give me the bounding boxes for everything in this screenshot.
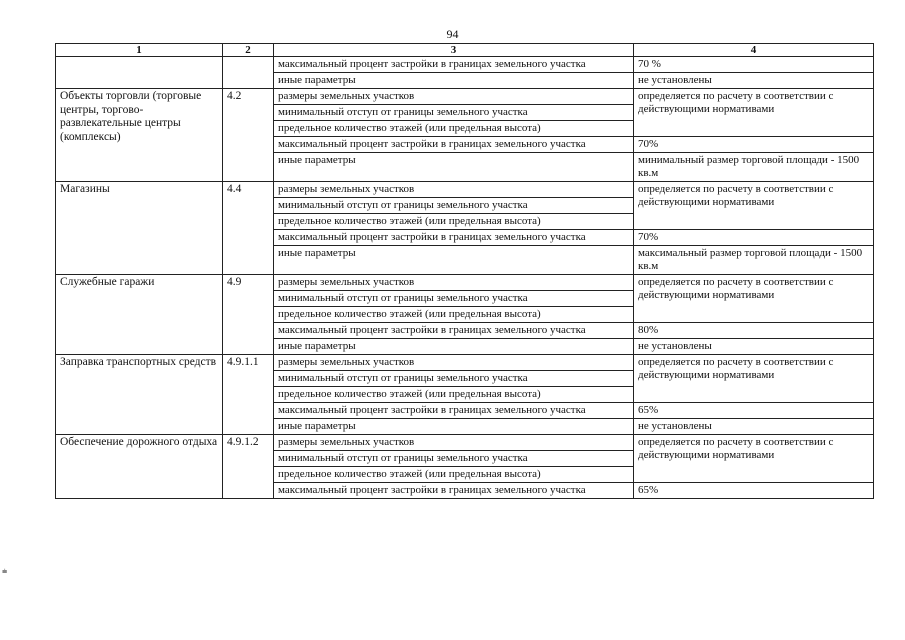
- page-number: 94: [446, 27, 459, 41]
- table-row: [56, 89, 874, 105]
- parameter-value: 70%: [634, 230, 874, 246]
- parameter-value: определяется по расчету в соответствии с действующими нормативами: [634, 182, 874, 230]
- parameter-name: предельное количество этажей (или предельная высота): [274, 214, 634, 230]
- parameter-value: определяется по расчету в соответствии с действующими нормативами: [634, 89, 874, 137]
- parameter-name: максимальный процент застройки в границах земельного участка: [274, 230, 634, 246]
- header-col-2: 2: [223, 44, 274, 57]
- margin-mark: ⩧: [2, 566, 8, 576]
- use-type-name: Служебные гаражи: [56, 275, 223, 355]
- parameter-name: предельное количество этажей (или предельная высота): [274, 121, 634, 137]
- parameter-name: минимальный отступ от границы земельного участка: [274, 451, 634, 467]
- use-type-code: [223, 57, 274, 89]
- table-row: [56, 57, 874, 73]
- parameter-value: максимальный размер торговой площади - 1500 кв.м: [634, 246, 874, 275]
- use-type-name: Обеспечение дорожного отдыха: [56, 435, 223, 499]
- parameter-name: минимальный отступ от границы земельного участка: [274, 291, 634, 307]
- parameter-value: 65%: [634, 403, 874, 419]
- parameter-name: предельное количество этажей (или предельная высота): [274, 307, 634, 323]
- parameter-value: минимальный размер торговой площади - 1500 кв.м: [634, 153, 874, 182]
- parameter-name: иные параметры: [274, 246, 634, 275]
- parameter-name: максимальный процент застройки в границах земельного участка: [274, 323, 634, 339]
- parameter-name: размеры земельных участков: [274, 275, 634, 291]
- header-col-4: 4: [634, 44, 874, 57]
- parameter-name: иные параметры: [274, 339, 634, 355]
- parameter-name: иные параметры: [274, 419, 634, 435]
- table-row: [56, 435, 874, 451]
- parameter-value: определяется по расчету в соответствии с действующими нормативами: [634, 355, 874, 403]
- parameter-name: минимальный отступ от границы земельного участка: [274, 105, 634, 121]
- table-row: [56, 182, 874, 198]
- table-header-row: [56, 44, 874, 57]
- parameter-value: 80%: [634, 323, 874, 339]
- parameter-name: максимальный процент застройки в границах земельного участка: [274, 137, 634, 153]
- parameter-name: максимальный процент застройки в границах земельного участка: [274, 483, 634, 499]
- header-col-3: 3: [274, 44, 634, 57]
- use-type-code: 4.9.1.2: [223, 435, 274, 499]
- parameter-name: размеры земельных участков: [274, 182, 634, 198]
- parameter-name: минимальный отступ от границы земельного участка: [274, 371, 634, 387]
- use-type-name: Магазины: [56, 182, 223, 275]
- table-row: [56, 275, 874, 291]
- use-type-code: 4.9.1.1: [223, 355, 274, 435]
- parameter-name: размеры земельных участков: [274, 355, 634, 371]
- use-type-code: 4.9: [223, 275, 274, 355]
- parameter-name: максимальный процент застройки в границах земельного участка: [274, 57, 634, 73]
- parameter-name: размеры земельных участков: [274, 89, 634, 105]
- parameter-value: определяется по расчету в соответствии с действующими нормативами: [634, 275, 874, 323]
- parameter-value: не установлены: [634, 73, 874, 89]
- table-row: [56, 355, 874, 371]
- use-type-name: Объекты торговли (торговые центры, торгово-развлекательные центры (комплексы): [56, 89, 223, 182]
- parameter-name: минимальный отступ от границы земельного участка: [274, 198, 634, 214]
- use-type-name: [56, 57, 223, 89]
- parameter-value: не установлены: [634, 339, 874, 355]
- parameter-value: не установлены: [634, 419, 874, 435]
- table-body: [56, 57, 874, 499]
- parameter-name: иные параметры: [274, 153, 634, 182]
- parameter-value: 70 %: [634, 57, 874, 73]
- use-type-code: 4.4: [223, 182, 274, 275]
- parameter-value: 65%: [634, 483, 874, 499]
- parameter-name: размеры земельных участков: [274, 435, 634, 451]
- header-col-1: 1: [56, 44, 223, 57]
- parameter-value: определяется по расчету в соответствии с действующими нормативами: [634, 435, 874, 483]
- land-use-parameters-table: [55, 43, 874, 499]
- use-type-code: 4.2: [223, 89, 274, 182]
- use-type-name: Заправка транспортных средств: [56, 355, 223, 435]
- parameter-value: 70%: [634, 137, 874, 153]
- parameter-name: максимальный процент застройки в границах земельного участка: [274, 403, 634, 419]
- parameter-name: предельное количество этажей (или предельная высота): [274, 387, 634, 403]
- parameter-name: иные параметры: [274, 73, 634, 89]
- parameter-name: предельное количество этажей (или предельная высота): [274, 467, 634, 483]
